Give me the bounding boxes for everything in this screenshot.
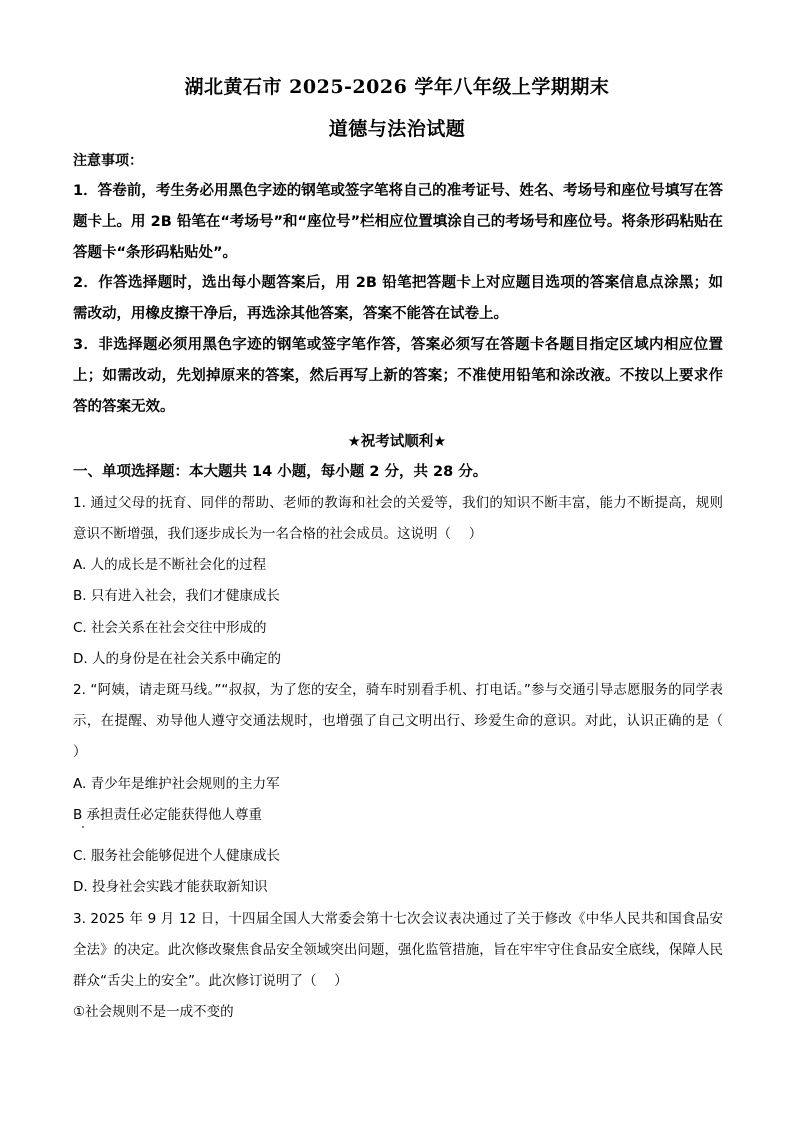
- good-luck-banner: ★祝考试顺利★: [347, 434, 447, 450]
- question-3-option-1: ①社会规则不是一成不变的: [73, 1004, 234, 1020]
- question-2-stem: 2. “阿姨，请走斑马线。”“叔叔，为了您的安全，骑车时别看手机、打电话。”参与交通引导志愿服务的同学表示，在提醒、劝导他人遵守交通法规时，也增强了自己文明出行、珍爱生命的意识。对此，认识正确的是（ ）: [73, 682, 741, 760]
- exam-title: 湖北黄石市 2025-2026 学年八年级上学期期末: [184, 76, 610, 98]
- notice-item-3: 3．非选择题必须用黑色字迹的钢笔或签字笔作答，答案必须写在答题卡各题目指定区域内相应位置上；如需改动，先划掉原来的答案，然后再写上新的答案；不准使用铅笔和涂改液。不按以上要求作答的答案无效。: [73, 337, 723, 415]
- question-1-option-a: A. 人的成长是不断社会化的过程: [73, 557, 267, 573]
- question-2-option-a: A. 青少年是维护社会规则的主力军: [73, 776, 280, 792]
- question-2-option-b: B 承担责任必定能获得他人尊重: [73, 807, 263, 823]
- question-2-option-d: D. 投身社会实践才能获取新知识: [73, 879, 268, 895]
- notice-item-2: 2．作答选择题时，选出每小题答案后，用 2B 铅笔把答题卡上对应题目选项的答案信息点涂黑；如需改动，用橡皮擦干净后，再选涂其他答案，答案不能答在试卷上。: [73, 275, 723, 322]
- question-1-option-b: B. 只有进入社会，我们才健康成长: [73, 588, 280, 604]
- stray-dot-mark: [82, 826, 84, 828]
- question-1-stem: 1. 通过父母的抚育、同伴的帮助、老师的教诲和社会的关爱等，我们的知识不断丰富，能力不断提高，规则意识不断增强，我们逐步成长为一名合格的社会成员。这说明（ ）: [73, 495, 723, 542]
- question-1-option-d: D. 人的身份是在社会关系中确定的: [73, 651, 281, 667]
- question-1-option-c: C. 社会关系在社会交往中形成的: [73, 620, 267, 636]
- question-3-stem: 3. 2025 年 9 月 12 日，十四届全国人大常委会第十七次会议表决通过了关于修改《中华人民共和国食品安全法》的决定。此次修改聚焦食品安全领域突出问题，强化监管措施，旨在牢牢守住食品安全底线，保障人民群众“舌尖上的安全”。此次修订说明了（ ）: [73, 911, 723, 989]
- notice-item-1: 1．答卷前，考生务必用黑色字迹的钢笔或签字笔将自己的准考证号、姓名、考场号和座位号填写在答题卡上。用 2B 铅笔在“考场号”和“座位号”栏相应位置填涂自己的考场号和座位号。将条形码粘贴在答题卡“条形码粘贴处”。: [73, 183, 723, 261]
- section-heading: 一、单项选择题：本大题共 14 小题，每小题 2 分，共 28 分。: [73, 464, 488, 480]
- notice-heading: 注意事项：: [73, 153, 143, 169]
- exam-subject: 道德与法治试题: [328, 118, 466, 140]
- question-2-option-c: C. 服务社会能够促进个人健康成长: [73, 848, 281, 864]
